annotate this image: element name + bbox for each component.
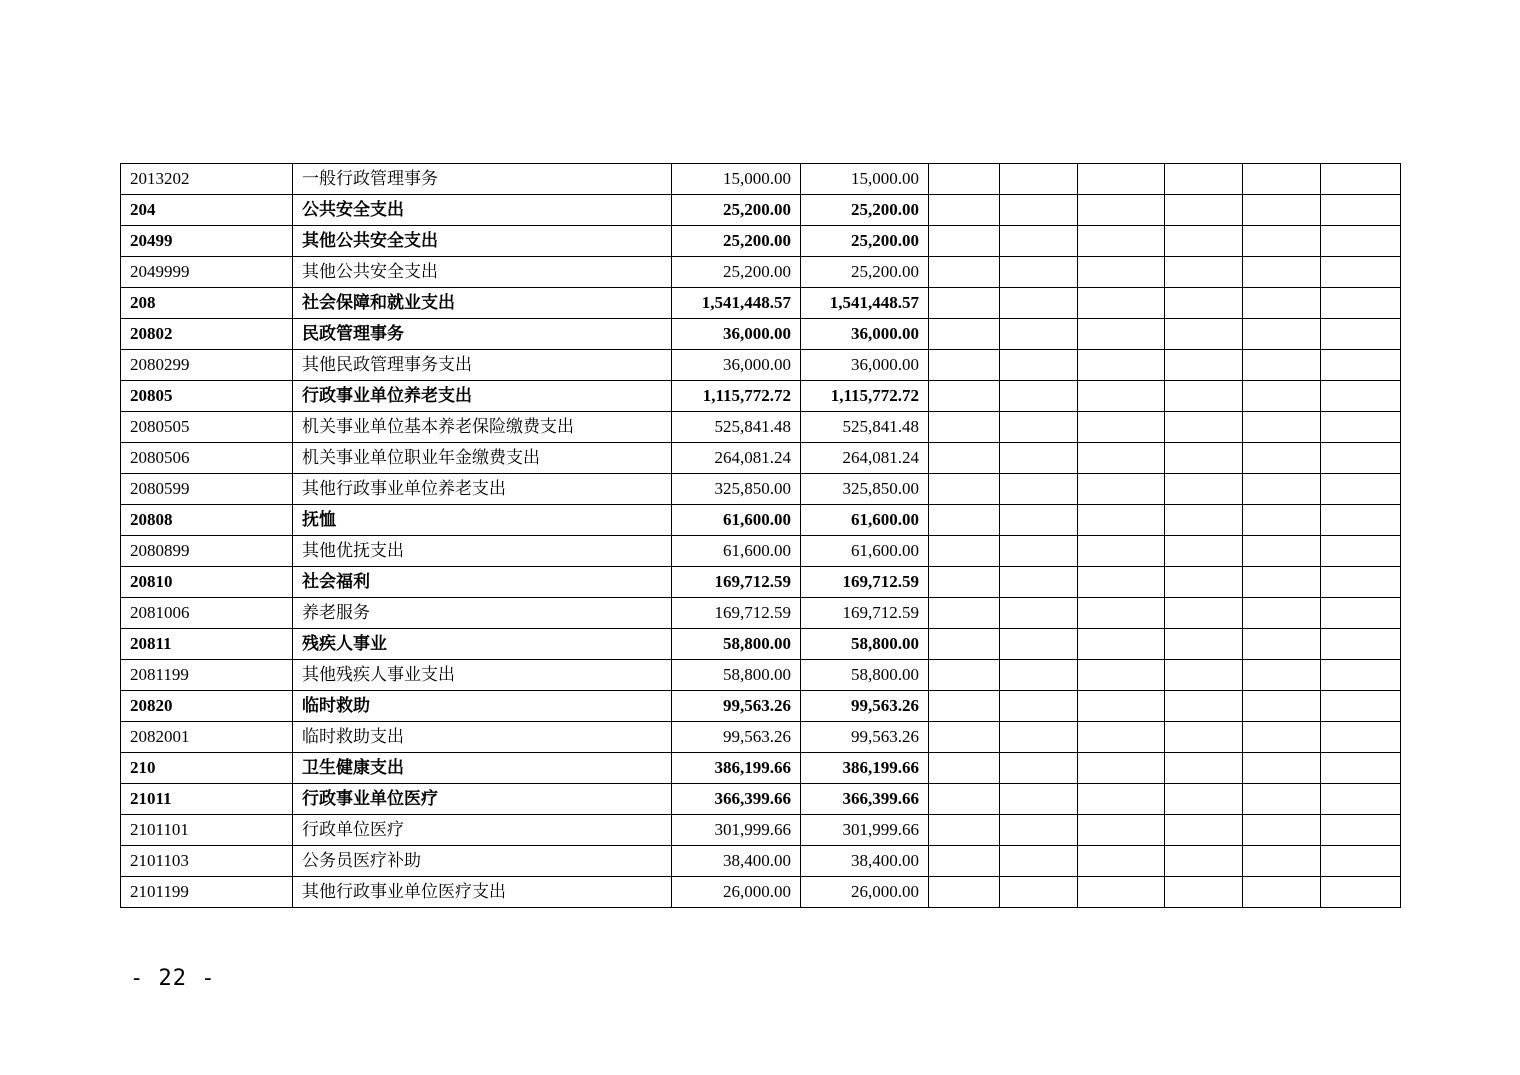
empty-cell <box>1000 846 1078 877</box>
amount-basic-cell: 169,712.59 <box>801 567 929 598</box>
table-row <box>121 536 1401 567</box>
empty-cell <box>1165 877 1243 908</box>
table-row <box>121 722 1401 753</box>
empty-cell <box>1078 381 1165 412</box>
empty-cell <box>1000 412 1078 443</box>
empty-cell <box>1321 846 1401 877</box>
account-name-cell: 残疾人事业 <box>293 629 672 660</box>
empty-cell <box>929 288 1000 319</box>
empty-cell <box>1000 815 1078 846</box>
table-row <box>121 877 1401 908</box>
empty-cell <box>1000 629 1078 660</box>
empty-cell <box>1321 288 1401 319</box>
table-row <box>121 226 1401 257</box>
amount-total-cell: 58,800.00 <box>672 660 801 691</box>
table-row <box>121 350 1401 381</box>
empty-cell <box>1243 381 1321 412</box>
amount-basic-cell: 386,199.66 <box>801 753 929 784</box>
account-name-cell: 其他行政事业单位养老支出 <box>293 474 672 505</box>
amount-basic-cell: 61,600.00 <box>801 505 929 536</box>
amount-basic-cell: 99,563.26 <box>801 722 929 753</box>
amount-basic-cell: 366,399.66 <box>801 784 929 815</box>
account-name-cell: 其他行政事业单位医疗支出 <box>293 877 672 908</box>
amount-total-cell: 15,000.00 <box>672 164 801 195</box>
empty-cell <box>1000 319 1078 350</box>
account-code-cell: 2080505 <box>121 412 293 443</box>
table-row <box>121 753 1401 784</box>
empty-cell <box>929 722 1000 753</box>
account-name-cell: 养老服务 <box>293 598 672 629</box>
empty-cell <box>1165 257 1243 288</box>
account-code-cell: 2081006 <box>121 598 293 629</box>
empty-cell <box>1078 815 1165 846</box>
empty-cell <box>1165 753 1243 784</box>
empty-cell <box>929 815 1000 846</box>
empty-cell <box>1243 319 1321 350</box>
amount-basic-cell: 25,200.00 <box>801 195 929 226</box>
empty-cell <box>929 319 1000 350</box>
empty-cell <box>1321 226 1401 257</box>
empty-cell <box>1078 412 1165 443</box>
account-name-cell: 机关事业单位基本养老保险缴费支出 <box>293 412 672 443</box>
empty-cell <box>1243 164 1321 195</box>
empty-cell <box>1165 784 1243 815</box>
amount-total-cell: 36,000.00 <box>672 319 801 350</box>
empty-cell <box>1165 629 1243 660</box>
empty-cell <box>1165 443 1243 474</box>
empty-cell <box>1321 815 1401 846</box>
account-name-cell: 其他公共安全支出 <box>293 226 672 257</box>
empty-cell <box>1000 350 1078 381</box>
account-name-cell: 社会福利 <box>293 567 672 598</box>
empty-cell <box>1165 319 1243 350</box>
empty-cell <box>1243 846 1321 877</box>
account-name-cell: 社会保障和就业支出 <box>293 288 672 319</box>
empty-cell <box>929 691 1000 722</box>
empty-cell <box>1078 350 1165 381</box>
account-code-cell: 20499 <box>121 226 293 257</box>
empty-cell <box>1243 660 1321 691</box>
empty-cell <box>1321 598 1401 629</box>
empty-cell <box>1321 350 1401 381</box>
amount-total-cell: 169,712.59 <box>672 567 801 598</box>
amount-total-cell: 99,563.26 <box>672 722 801 753</box>
table-row <box>121 319 1401 350</box>
empty-cell <box>1078 164 1165 195</box>
empty-cell <box>1000 257 1078 288</box>
table-row <box>121 288 1401 319</box>
empty-cell <box>1000 691 1078 722</box>
amount-total-cell: 38,400.00 <box>672 846 801 877</box>
empty-cell <box>1165 195 1243 226</box>
account-name-cell: 临时救助支出 <box>293 722 672 753</box>
empty-cell <box>1321 443 1401 474</box>
amount-total-cell: 1,115,772.72 <box>672 381 801 412</box>
empty-cell <box>1243 536 1321 567</box>
empty-cell <box>1078 257 1165 288</box>
account-name-cell: 卫生健康支出 <box>293 753 672 784</box>
account-code-cell: 2080299 <box>121 350 293 381</box>
empty-cell <box>1321 412 1401 443</box>
empty-cell <box>929 660 1000 691</box>
amount-total-cell: 325,850.00 <box>672 474 801 505</box>
table-row <box>121 846 1401 877</box>
table-row <box>121 257 1401 288</box>
account-name-cell: 一般行政管理事务 <box>293 164 672 195</box>
empty-cell <box>1321 257 1401 288</box>
table-row <box>121 443 1401 474</box>
empty-cell <box>1321 691 1401 722</box>
empty-cell <box>929 164 1000 195</box>
empty-cell <box>1000 784 1078 815</box>
account-code-cell: 2081199 <box>121 660 293 691</box>
amount-basic-cell: 325,850.00 <box>801 474 929 505</box>
amount-total-cell: 36,000.00 <box>672 350 801 381</box>
empty-cell <box>1165 567 1243 598</box>
table-row <box>121 660 1401 691</box>
empty-cell <box>1243 412 1321 443</box>
amount-total-cell: 99,563.26 <box>672 691 801 722</box>
empty-cell <box>929 629 1000 660</box>
empty-cell <box>1165 226 1243 257</box>
empty-cell <box>1078 226 1165 257</box>
empty-cell <box>1000 381 1078 412</box>
account-code-cell: 20808 <box>121 505 293 536</box>
account-code-cell: 208 <box>121 288 293 319</box>
table-row <box>121 815 1401 846</box>
empty-cell <box>1078 722 1165 753</box>
empty-cell <box>1321 753 1401 784</box>
empty-cell <box>1243 474 1321 505</box>
table-row <box>121 598 1401 629</box>
empty-cell <box>1165 350 1243 381</box>
empty-cell <box>1000 536 1078 567</box>
empty-cell <box>929 474 1000 505</box>
amount-basic-cell: 61,600.00 <box>801 536 929 567</box>
amount-total-cell: 58,800.00 <box>672 629 801 660</box>
amount-basic-cell: 36,000.00 <box>801 319 929 350</box>
amount-total-cell: 25,200.00 <box>672 195 801 226</box>
table-row <box>121 195 1401 226</box>
amount-basic-cell: 1,115,772.72 <box>801 381 929 412</box>
empty-cell <box>1321 567 1401 598</box>
empty-cell <box>1165 474 1243 505</box>
amount-basic-cell: 58,800.00 <box>801 629 929 660</box>
empty-cell <box>1078 660 1165 691</box>
empty-cell <box>1000 722 1078 753</box>
empty-cell <box>1165 412 1243 443</box>
empty-cell <box>1078 567 1165 598</box>
budget-table <box>120 163 1401 908</box>
amount-basic-cell: 38,400.00 <box>801 846 929 877</box>
empty-cell <box>1165 660 1243 691</box>
table-row <box>121 505 1401 536</box>
amount-basic-cell: 1,541,448.57 <box>801 288 929 319</box>
account-name-cell: 其他残疾人事业支出 <box>293 660 672 691</box>
amount-basic-cell: 169,712.59 <box>801 598 929 629</box>
empty-cell <box>1243 350 1321 381</box>
table-row <box>121 474 1401 505</box>
account-name-cell: 公务员医疗补助 <box>293 846 672 877</box>
empty-cell <box>1000 226 1078 257</box>
empty-cell <box>1078 443 1165 474</box>
empty-cell <box>1321 319 1401 350</box>
empty-cell <box>1000 877 1078 908</box>
account-code-cell: 20810 <box>121 567 293 598</box>
page-number: - 22 - <box>130 966 216 991</box>
empty-cell <box>1321 629 1401 660</box>
account-name-cell: 其他公共安全支出 <box>293 257 672 288</box>
empty-cell <box>1321 505 1401 536</box>
empty-cell <box>1165 722 1243 753</box>
account-code-cell: 2101199 <box>121 877 293 908</box>
budget-table-body <box>121 164 1401 908</box>
empty-cell <box>1078 319 1165 350</box>
empty-cell <box>1000 474 1078 505</box>
table-row <box>121 381 1401 412</box>
empty-cell <box>1000 660 1078 691</box>
empty-cell <box>929 505 1000 536</box>
account-code-cell: 20802 <box>121 319 293 350</box>
empty-cell <box>1078 598 1165 629</box>
empty-cell <box>929 412 1000 443</box>
empty-cell <box>1243 784 1321 815</box>
account-code-cell: 2080899 <box>121 536 293 567</box>
account-name-cell: 行政单位医疗 <box>293 815 672 846</box>
amount-basic-cell: 58,800.00 <box>801 660 929 691</box>
empty-cell <box>1078 784 1165 815</box>
empty-cell <box>1321 722 1401 753</box>
empty-cell <box>1243 288 1321 319</box>
empty-cell <box>1243 598 1321 629</box>
empty-cell <box>1321 660 1401 691</box>
empty-cell <box>1243 722 1321 753</box>
amount-basic-cell: 264,081.24 <box>801 443 929 474</box>
empty-cell <box>929 381 1000 412</box>
account-code-cell: 2082001 <box>121 722 293 753</box>
account-code-cell: 210 <box>121 753 293 784</box>
empty-cell <box>1243 877 1321 908</box>
empty-cell <box>1000 598 1078 629</box>
empty-cell <box>929 567 1000 598</box>
table-row <box>121 629 1401 660</box>
empty-cell <box>1078 505 1165 536</box>
amount-basic-cell: 36,000.00 <box>801 350 929 381</box>
amount-basic-cell: 26,000.00 <box>801 877 929 908</box>
empty-cell <box>929 350 1000 381</box>
empty-cell <box>1165 505 1243 536</box>
empty-cell <box>1000 505 1078 536</box>
amount-basic-cell: 25,200.00 <box>801 226 929 257</box>
empty-cell <box>929 443 1000 474</box>
amount-basic-cell: 525,841.48 <box>801 412 929 443</box>
account-code-cell: 2049999 <box>121 257 293 288</box>
amount-total-cell: 525,841.48 <box>672 412 801 443</box>
empty-cell <box>1078 629 1165 660</box>
empty-cell <box>1243 443 1321 474</box>
account-code-cell: 20820 <box>121 691 293 722</box>
empty-cell <box>1165 164 1243 195</box>
amount-total-cell: 264,081.24 <box>672 443 801 474</box>
table-row <box>121 567 1401 598</box>
account-code-cell: 2080599 <box>121 474 293 505</box>
empty-cell <box>1321 536 1401 567</box>
empty-cell <box>1321 877 1401 908</box>
empty-cell <box>1321 195 1401 226</box>
amount-total-cell: 26,000.00 <box>672 877 801 908</box>
amount-total-cell: 366,399.66 <box>672 784 801 815</box>
amount-total-cell: 1,541,448.57 <box>672 288 801 319</box>
empty-cell <box>1078 877 1165 908</box>
empty-cell <box>1165 598 1243 629</box>
empty-cell <box>1165 381 1243 412</box>
empty-cell <box>1000 567 1078 598</box>
empty-cell <box>1000 288 1078 319</box>
empty-cell <box>1243 815 1321 846</box>
empty-cell <box>1000 753 1078 784</box>
empty-cell <box>1165 815 1243 846</box>
table-row <box>121 784 1401 815</box>
account-name-cell: 民政管理事务 <box>293 319 672 350</box>
empty-cell <box>929 877 1000 908</box>
account-code-cell: 204 <box>121 195 293 226</box>
empty-cell <box>1321 164 1401 195</box>
account-name-cell: 其他民政管理事务支出 <box>293 350 672 381</box>
amount-basic-cell: 25,200.00 <box>801 257 929 288</box>
empty-cell <box>1078 474 1165 505</box>
account-code-cell: 2101103 <box>121 846 293 877</box>
empty-cell <box>1000 164 1078 195</box>
empty-cell <box>1078 846 1165 877</box>
empty-cell <box>1243 257 1321 288</box>
empty-cell <box>929 598 1000 629</box>
amount-total-cell: 169,712.59 <box>672 598 801 629</box>
account-code-cell: 2013202 <box>121 164 293 195</box>
empty-cell <box>1078 691 1165 722</box>
empty-cell <box>929 753 1000 784</box>
account-name-cell: 临时救助 <box>293 691 672 722</box>
table-row <box>121 412 1401 443</box>
empty-cell <box>1243 753 1321 784</box>
empty-cell <box>1243 505 1321 536</box>
empty-cell <box>929 536 1000 567</box>
empty-cell <box>1078 536 1165 567</box>
empty-cell <box>929 226 1000 257</box>
table-row <box>121 691 1401 722</box>
empty-cell <box>1243 226 1321 257</box>
empty-cell <box>1243 195 1321 226</box>
empty-cell <box>929 195 1000 226</box>
amount-total-cell: 25,200.00 <box>672 226 801 257</box>
amount-total-cell: 386,199.66 <box>672 753 801 784</box>
empty-cell <box>1243 629 1321 660</box>
amount-total-cell: 301,999.66 <box>672 815 801 846</box>
empty-cell <box>929 257 1000 288</box>
account-code-cell: 2101101 <box>121 815 293 846</box>
empty-cell <box>1078 288 1165 319</box>
account-name-cell: 其他优抚支出 <box>293 536 672 567</box>
empty-cell <box>1321 474 1401 505</box>
account-code-cell: 2080506 <box>121 443 293 474</box>
amount-total-cell: 25,200.00 <box>672 257 801 288</box>
table-row <box>121 164 1401 195</box>
empty-cell <box>1165 846 1243 877</box>
empty-cell <box>1243 691 1321 722</box>
empty-cell <box>1078 753 1165 784</box>
empty-cell <box>1243 567 1321 598</box>
account-code-cell: 20811 <box>121 629 293 660</box>
empty-cell <box>1000 195 1078 226</box>
amount-basic-cell: 15,000.00 <box>801 164 929 195</box>
empty-cell <box>1165 536 1243 567</box>
account-name-cell: 抚恤 <box>293 505 672 536</box>
account-name-cell: 公共安全支出 <box>293 195 672 226</box>
empty-cell <box>1165 288 1243 319</box>
amount-basic-cell: 99,563.26 <box>801 691 929 722</box>
amount-basic-cell: 301,999.66 <box>801 815 929 846</box>
empty-cell <box>929 846 1000 877</box>
empty-cell <box>1321 381 1401 412</box>
empty-cell <box>1000 443 1078 474</box>
account-name-cell: 行政事业单位养老支出 <box>293 381 672 412</box>
empty-cell <box>929 784 1000 815</box>
account-code-cell: 20805 <box>121 381 293 412</box>
account-code-cell: 21011 <box>121 784 293 815</box>
amount-total-cell: 61,600.00 <box>672 536 801 567</box>
amount-total-cell: 61,600.00 <box>672 505 801 536</box>
empty-cell <box>1078 195 1165 226</box>
account-name-cell: 行政事业单位医疗 <box>293 784 672 815</box>
empty-cell <box>1321 784 1401 815</box>
empty-cell <box>1165 691 1243 722</box>
account-name-cell: 机关事业单位职业年金缴费支出 <box>293 443 672 474</box>
